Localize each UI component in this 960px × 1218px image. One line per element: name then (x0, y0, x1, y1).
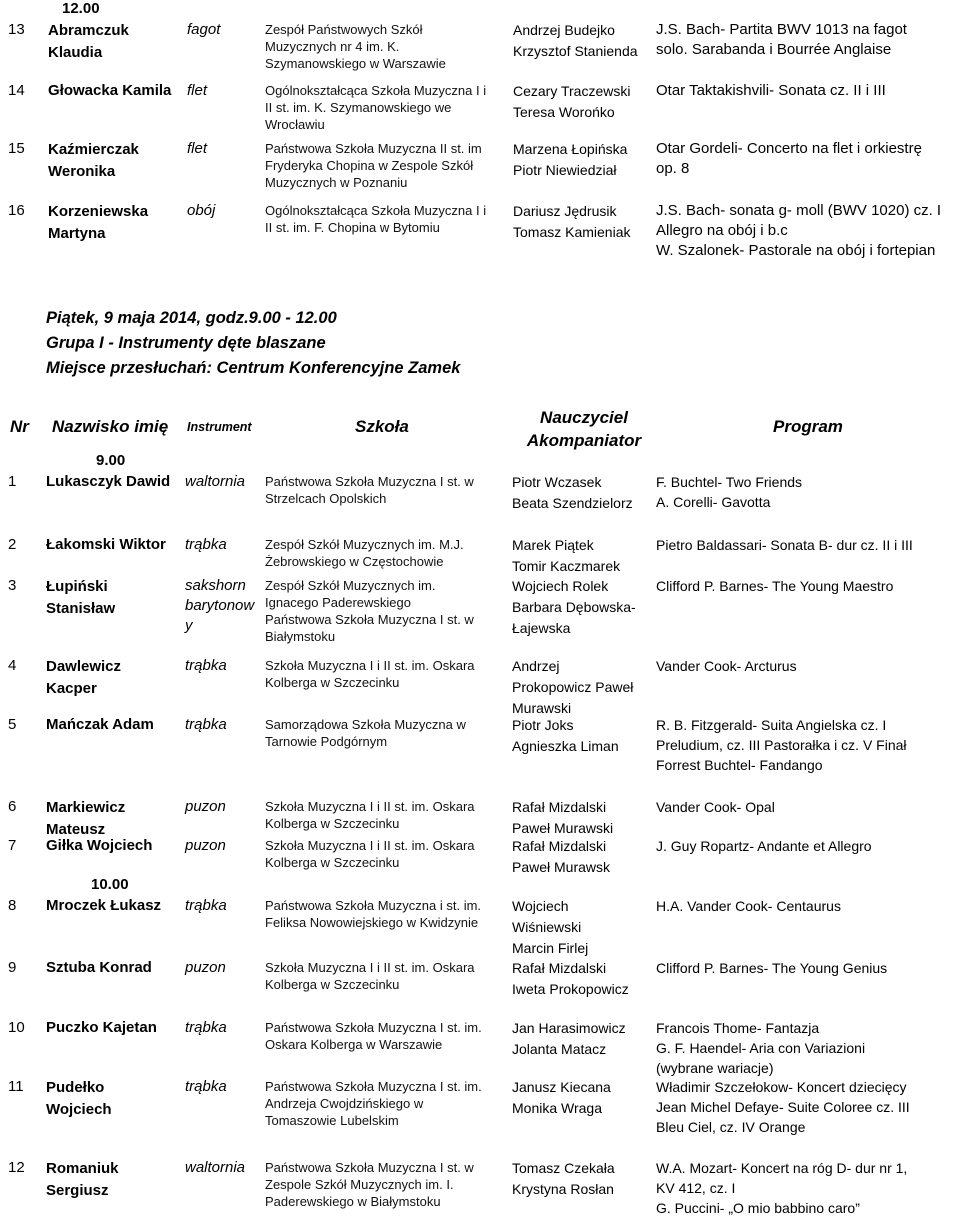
school-name-line: Państwowa Szkoła Muzyczna II st. im (265, 141, 482, 156)
teacher-names-line: Teresa Worońko (513, 104, 615, 120)
school-name-line: Szymanowskiego w Warszawie (265, 56, 446, 71)
program-text (656, 896, 841, 916)
school-name-line: Ignacego Paderewskiego (265, 595, 411, 610)
instrument-label (185, 797, 226, 817)
time-marker-1200: 12.00 (62, 0, 100, 17)
school-name-line: Muzycznych w Poznaniu (265, 175, 408, 190)
teacher-names-line: Krzysztof Stanienda (513, 43, 638, 59)
school-name (265, 1019, 482, 1053)
entry-number: 3 (8, 577, 17, 594)
school-name-line: Szkoła Muzyczna I i II st. im. Oskara (265, 658, 475, 673)
school-name (265, 1159, 474, 1210)
participant-name-line: Lukasczyk Dawid (46, 473, 171, 490)
school-name-line: Andrzeja Cwojdzińskiego w (265, 1096, 424, 1111)
entry-number: 13 (8, 21, 25, 38)
teacher-names-line: Wojciech Rolek (512, 578, 609, 594)
participant-name (46, 1018, 157, 1038)
header-teacher-line1: Nauczyciel (540, 408, 628, 427)
teacher-names-line: Wojciech (512, 898, 569, 914)
instrument-label (185, 535, 227, 555)
participant-name (46, 715, 154, 735)
teacher-names-line: Tomasz Czekała (512, 1160, 615, 1176)
teacher-names-line: Krystyna Rosłan (512, 1181, 614, 1197)
instrument-label-line: y (185, 617, 193, 634)
header-name: Nazwisko imię (52, 417, 169, 436)
participant-name-line: Pudełko (46, 1079, 105, 1096)
school-name-line: Wrocławiu (265, 117, 325, 132)
instrument-label (185, 836, 226, 856)
header-teacher-line2: Akompaniator (526, 431, 642, 450)
header-program: Program (773, 417, 843, 436)
teacher-names-line: Wiśniewski (512, 919, 582, 935)
header-instrument: Instrument (187, 420, 252, 434)
program-text-line: Francois Thome- Fantazja (656, 1020, 820, 1036)
program-text-line: W. Szalonek- Pastorale na obój i fortepian (656, 242, 936, 259)
program-text-line: Allegro na obój i b.c (656, 222, 788, 239)
entry-number: 5 (8, 716, 17, 733)
entry-number: 6 (8, 798, 17, 815)
teacher-names-line: Tomasz Kamieniak (513, 224, 631, 240)
program-text-line: J.S. Bach- sonata g- moll (BWV 1020) cz. I (656, 202, 942, 219)
instrument-label: obój (187, 202, 216, 219)
entry-number: 4 (8, 657, 17, 674)
teacher-names-line: Rafał Mizdalski (512, 838, 607, 854)
school-name-line: Muzycznych nr 4 im. K. (265, 39, 400, 54)
program-text-line: J.S. Bach- Partita BWV 1013 na fagot (656, 21, 907, 38)
instrument-label (185, 958, 226, 978)
school-name-line: Państwowa Szkoła Muzyczna I st. w (265, 1160, 474, 1175)
participant-name-line: Markiewicz (46, 799, 126, 816)
entry-number: 1 (8, 473, 17, 490)
school-name-line: Strzelcach Opolskich (265, 491, 387, 506)
participant-name-line: Romaniuk (46, 1160, 119, 1177)
teacher-names (512, 576, 636, 639)
school-name-line: Tomaszowie Lubelskim (265, 1113, 399, 1128)
program-text-line: Vander Cook- Opal (656, 799, 775, 815)
teacher-names (513, 139, 627, 181)
teacher-names (512, 656, 633, 719)
participant-name-line: Korzeniewska (48, 203, 149, 220)
teacher-names-line: Beata Szendzielorz (512, 495, 633, 511)
program-text-line: Forrest Buchtel- Fandango (656, 757, 823, 773)
teacher-names (512, 958, 629, 1000)
time-marker-900: 9.00 (96, 452, 126, 469)
participant-name-line: Mroczek Łukasz (46, 897, 162, 914)
participant-name (46, 1158, 119, 1202)
teacher-names (512, 797, 613, 839)
participant-name-line: Łakomski Wiktor (46, 536, 166, 553)
program-text (656, 1077, 910, 1137)
teacher-names (513, 81, 630, 123)
school-name-line: Białymstoku (265, 629, 336, 644)
instrument-label (185, 1158, 245, 1178)
school-name-line: Zespół Państwowych Szkół (265, 22, 423, 37)
participant-name (46, 1077, 112, 1121)
entry-number: 11 (8, 1078, 24, 1095)
school-name-line: Państwowa Szkoła Muzyczna I st. w (265, 474, 474, 489)
instrument-label-line: trąbka (185, 1078, 227, 1095)
teacher-names-line: Janusz Kiecana (512, 1079, 611, 1095)
teacher-names-line: Tomir Kaczmarek (512, 558, 621, 574)
program-text-line: A. Corelli- Gavotta (656, 494, 771, 510)
teacher-names-line: Piotr Niewiedział (513, 162, 617, 178)
participant-name (48, 139, 139, 183)
instrument-label: flet (187, 82, 208, 99)
program-text (656, 958, 887, 978)
instrument-label: fagot (187, 21, 221, 38)
school-name (265, 577, 474, 645)
school-name-line: Żebrowskiego w Częstochowie (265, 554, 444, 569)
participant-name-line: Mańczak Adam (46, 716, 154, 733)
school-name (265, 897, 481, 931)
program-text-line: W.A. Mozart- Koncert na róg D- dur nr 1, (656, 1160, 908, 1176)
instrument-label (185, 1077, 227, 1097)
school-name-line: Państwowa Szkoła Muzyczna i st. im. (265, 898, 482, 913)
instrument-label (185, 896, 227, 916)
school-name (265, 536, 464, 570)
participant-name (46, 958, 152, 978)
entry-number: 16 (8, 202, 25, 219)
school-name-line: Zespół Szkół Muzycznych im. M.J. (265, 537, 464, 552)
teacher-names-line: Agnieszka Liman (512, 738, 619, 754)
school-name-line: Kolberga w Szczecinku (265, 816, 400, 831)
program-text (656, 20, 907, 60)
teacher-names (513, 20, 638, 62)
instrument-label-line: barytonow (185, 597, 255, 614)
participant-name-line: Martyna (48, 225, 106, 242)
entry-number: 8 (8, 897, 17, 914)
teacher-names-line: Monika Wraga (512, 1100, 603, 1116)
teacher-names-line: Piotr Joks (512, 717, 574, 733)
program-text (656, 1018, 865, 1078)
program-text-line: Otar Gordeli- Concerto na flet i orkiestrę (656, 140, 922, 157)
teacher-names-line: Rafał Mizdalski (512, 799, 607, 815)
entry-number: 10 (8, 1019, 25, 1036)
teacher-names-line: Andrzej (512, 658, 560, 674)
school-name (265, 473, 474, 507)
participant-name-line: Sergiusz (46, 1182, 109, 1199)
teacher-names-line: Andrzej Budejko (513, 22, 615, 38)
teacher-names (512, 1077, 611, 1119)
participant-name-line: Mateusz (46, 821, 106, 838)
school-name-line: II st. im. F. Chopina w Bytomiu (265, 220, 440, 235)
participant-name-line: Stanisław (46, 600, 116, 617)
participant-name (46, 797, 125, 841)
instrument-label-line: trąbka (185, 716, 227, 733)
participant-name-line: Weronika (48, 163, 116, 180)
instrument-label-line: sakshorn (185, 577, 246, 594)
program-text-line: Clifford P. Barnes- The Young Maestro (656, 578, 894, 594)
program-text-line: KV 412, cz. I (656, 1180, 736, 1196)
program-text-line: Clifford P. Barnes- The Young Genius (656, 960, 888, 976)
teacher-names-line: Łajewska (512, 620, 571, 636)
school-name-line: Zespół Szkół Muzycznych im. (265, 578, 436, 593)
program-text (656, 715, 907, 775)
school-name-line: Feliksa Nowowiejskiego w Kwidzynie (265, 915, 479, 930)
entry-number: 9 (8, 959, 17, 976)
teacher-names-line: Murawski (512, 700, 572, 716)
program-text (656, 535, 913, 555)
instrument-label-line: waltornia (185, 473, 246, 490)
program-text (656, 797, 775, 817)
instrument-label-line: trąbka (185, 657, 227, 674)
participant-name (46, 576, 115, 620)
program-text-line: Vander Cook- Arcturus (656, 658, 797, 674)
header-school: Szkoła (355, 417, 409, 436)
teacher-names-line: Marcin Firlej (512, 940, 589, 956)
participant-name (46, 836, 152, 856)
teacher-names (512, 896, 588, 959)
school-name (265, 21, 446, 72)
entry-number: 14 (8, 82, 25, 99)
participant-name-line: Klaudia (48, 44, 103, 61)
school-name (265, 798, 475, 832)
time-marker-1000: 10.00 (91, 876, 129, 893)
school-name-line: Ogólnokształcąca Szkoła Muzyczna I i (265, 203, 487, 218)
program-text-line: op. 8 (656, 160, 690, 177)
entry-number: 2 (8, 536, 17, 553)
school-name (265, 82, 486, 133)
teacher-names-line: Dariusz Jędrusik (513, 203, 617, 219)
school-name-line: Oskara Kolberga w Warszawie (265, 1037, 443, 1052)
teacher-names-line: Marek Piątek (512, 537, 594, 553)
teacher-names (513, 201, 631, 243)
participant-name-line: Sztuba Konrad (46, 959, 152, 976)
school-name (265, 959, 475, 993)
teacher-names-line: Cezary Traczewski (513, 83, 631, 99)
participant-name-line: Abramczuk (48, 22, 129, 39)
program-text-line: G. Puccini- „O mio babbino caro” (656, 1200, 860, 1216)
program-text-line: Preludium, cz. III Pastorałka i cz. V Finał (656, 737, 907, 753)
program-text-line: G. F. Haendel- Aria con Variazioni (656, 1040, 866, 1056)
teacher-names-line: Prokopowicz Paweł (512, 679, 634, 695)
header-teacher (519, 406, 649, 452)
school-name-line: Szkoła Muzyczna I i II st. im. Oskara (265, 799, 475, 814)
program-text (656, 576, 893, 596)
entry-number: 12 (8, 1159, 25, 1176)
program-text-line: J. Guy Ropartz- Andante et Allegro (656, 838, 872, 854)
participant-name-line: Kacper (46, 680, 97, 697)
school-name-line: Kolberga w Szczecinku (265, 675, 400, 690)
teacher-names-line: Barbara Dębowska- (512, 599, 636, 615)
school-name-line: Państwowa Szkoła Muzyczna I st. im. (265, 1079, 482, 1094)
participant-name (48, 81, 171, 101)
school-name-line: Samorządowa Szkoła Muzyczna w (265, 717, 466, 732)
teacher-names (512, 535, 620, 577)
teacher-names (512, 715, 619, 757)
session-place: Miejsce przesłuchań: Centrum Konferencyjne Zamek (46, 359, 461, 377)
program-text (656, 139, 922, 179)
teacher-names (512, 1018, 626, 1060)
school-name-line: Szkoła Muzyczna I i II st. im. Oskara (265, 838, 475, 853)
program-text-line: R. B. Fitzgerald- Suita Angielska cz. I (656, 717, 887, 733)
school-name-line: Państwowa Szkoła Muzyczna I st. im. (265, 1020, 482, 1035)
school-name (265, 140, 482, 191)
participant-name-line: Puczko Kajetan (46, 1019, 157, 1036)
teacher-names-line: Iweta Prokopowicz (512, 981, 629, 997)
participant-name (46, 896, 161, 916)
school-name (265, 1078, 482, 1129)
participant-name-line: Wojciech (46, 1101, 112, 1118)
teacher-names-line: Paweł Murawski (512, 820, 614, 836)
school-name-line: Fryderyka Chopina w Zespole Szkół (265, 158, 474, 173)
school-name-line: Państwowa Szkoła Muzyczna I st. w (265, 612, 474, 627)
teacher-names-line: Jan Harasimowicz (512, 1020, 626, 1036)
participant-name-line: Giłka Wojciech (46, 837, 153, 854)
instrument-label (185, 656, 227, 676)
teacher-names-line: Rafał Mizdalski (512, 960, 607, 976)
program-text-line: Pietro Baldassari- Sonata B- dur cz. II i III (656, 537, 913, 553)
school-name-line: Paderewskiego w Białymstoku (265, 1194, 441, 1209)
session-group: Grupa I - Instrumenty dęte blaszane (46, 334, 326, 352)
teacher-names-line: Marzena Łopińska (513, 141, 628, 157)
program-text-line: Władimir Szczełokow- Koncert dziecięcy (656, 1079, 907, 1095)
program-text-line: Bleu Ciel, cz. IV Orange (656, 1119, 806, 1135)
teacher-names (512, 1158, 615, 1200)
school-name-line: Kolberga w Szczecinku (265, 977, 400, 992)
teacher-names-line: Paweł Murawsk (512, 859, 611, 875)
instrument-label-line: puzon (185, 837, 226, 854)
school-name (265, 657, 475, 691)
participant-name-line: Dawlewicz (46, 658, 122, 675)
instrument-label-line: puzon (185, 959, 226, 976)
instrument-label (185, 715, 227, 735)
instrument-label-line: waltornia (185, 1159, 246, 1176)
teacher-names-line: Piotr Wczasek (512, 474, 602, 490)
program-text-line: Otar Taktakishvili- Sonata cz. II i III (656, 82, 886, 99)
instrument-label: flet (187, 140, 208, 157)
program-text-line: solo. Sarabanda i Bourrée Anglaise (656, 41, 892, 58)
participant-name (46, 535, 166, 555)
instrument-label-line: trąbka (185, 1019, 227, 1036)
participant-name (48, 201, 148, 245)
instrument-label (185, 472, 245, 492)
school-name (265, 202, 486, 236)
header-nr: Nr (10, 417, 29, 436)
school-name-line: Szkoła Muzyczna I i II st. im. Oskara (265, 960, 475, 975)
school-name-line: Zespole Szkół Muzycznych im. I. (265, 1177, 454, 1192)
program-text (656, 656, 797, 676)
instrument-label (185, 576, 254, 636)
school-name (265, 837, 475, 871)
program-text (656, 836, 872, 856)
teacher-names (512, 472, 633, 514)
program-text-line: F. Buchtel- Two Friends (656, 474, 803, 490)
participant-name-line: Kaźmierczak (48, 141, 139, 158)
session-date: Piątek, 9 maja 2014, godz.9.00 - 12.00 (46, 309, 337, 327)
participant-name (46, 472, 170, 492)
instrument-label-line: trąbka (185, 897, 227, 914)
school-name (265, 716, 466, 750)
program-text (656, 81, 886, 101)
teacher-names-line: Jolanta Matacz (512, 1041, 607, 1057)
program-text (656, 472, 802, 512)
entry-number: 15 (8, 140, 25, 157)
participant-name (48, 20, 129, 64)
participant-name-line: Łupiński (46, 578, 108, 595)
teacher-names (512, 836, 610, 878)
school-name-line: II st. im. K. Szymanowskiego we (265, 100, 452, 115)
program-text-line: Jean Michel Defaye- Suite Coloree cz. III (656, 1099, 910, 1115)
school-name-line: Tarnowie Podgórnym (265, 734, 388, 749)
program-text (656, 201, 941, 261)
entry-number: 7 (8, 837, 17, 854)
program-text (656, 1158, 907, 1218)
instrument-label-line: puzon (185, 798, 226, 815)
program-text-line: (wybrane wariacje) (656, 1060, 774, 1076)
instrument-label (185, 1018, 227, 1038)
instrument-label-line: trąbka (185, 536, 227, 553)
school-name-line: Kolberga w Szczecinku (265, 855, 400, 870)
participant-name (46, 656, 121, 700)
program-text-line: H.A. Vander Cook- Centaurus (656, 898, 841, 914)
participant-name-line: Głowacka Kamila (48, 82, 172, 99)
school-name-line: Ogólnokształcąca Szkoła Muzyczna I i (265, 83, 487, 98)
